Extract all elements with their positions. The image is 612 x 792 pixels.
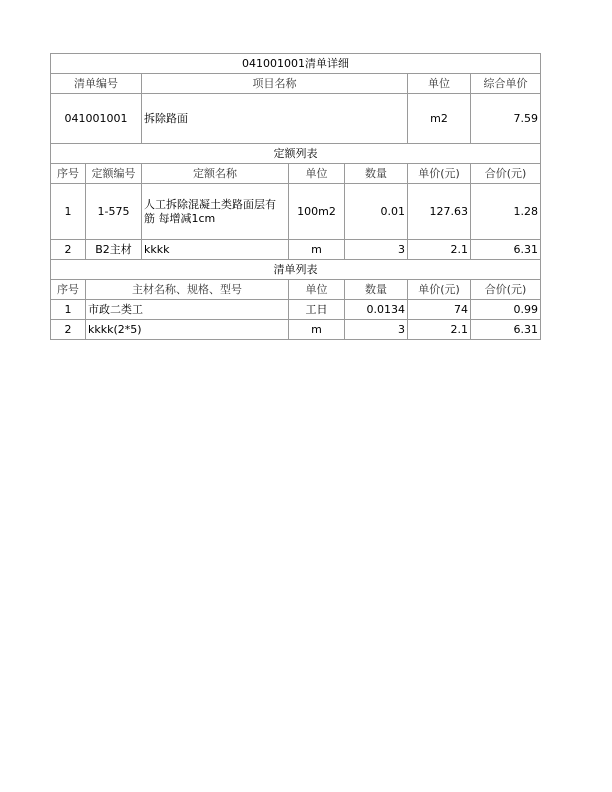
material-section-title-row [51,260,541,280]
quota-section-title-row [51,144,541,164]
material-row-price: 74 [408,300,471,320]
quota-header-total: 合价(元) [471,164,541,184]
quota-row-qty: 0.01 [345,184,408,240]
quota-header-unit: 单位 [289,164,345,184]
quota-row-total: 6.31 [471,240,541,260]
quota-header-no: 序号 [51,164,86,184]
bill-unit: m2 [408,94,471,144]
material-row-qty: 3 [345,320,408,340]
quota-header-qty: 数量 [345,164,408,184]
material-row-name: kkkk(2*5) [86,320,289,340]
quota-row-code: B2主材 [86,240,142,260]
material-section-title: 清单列表 [51,260,541,280]
quota-section-title: 定额列表 [51,144,541,164]
material-row-no: 2 [51,320,86,340]
material-row-total: 0.99 [471,300,541,320]
material-row-total: 6.31 [471,320,541,340]
table-row [51,240,541,260]
quota-header-price: 单价(元) [408,164,471,184]
bill-header-row [51,74,541,94]
material-header-name: 主材名称、规格、型号 [86,280,289,300]
quota-row-qty: 3 [345,240,408,260]
material-header-no: 序号 [51,280,86,300]
quota-header-code: 定额编号 [86,164,142,184]
material-row-no: 1 [51,300,86,320]
material-row-price: 2.1 [408,320,471,340]
quota-row-code: 1-575 [86,184,142,240]
title-row [51,54,541,74]
material-row-name: 市政二类工 [86,300,289,320]
bill-detail-table [50,53,541,340]
quota-header-name: 定额名称 [142,164,289,184]
quota-row-unit: m [289,240,345,260]
table-row [51,300,541,320]
quota-header-row [51,164,541,184]
bill-name: 拆除路面 [142,94,408,144]
material-header-price: 单价(元) [408,280,471,300]
bill-code-header: 清单编号 [51,74,142,94]
material-header-row [51,280,541,300]
material-header-unit: 单位 [289,280,345,300]
table-row [51,320,541,340]
sheet-title: 041001001清单详细 [51,54,541,74]
quota-row-total: 1.28 [471,184,541,240]
quota-row-unit: 100m2 [289,184,345,240]
bill-unit-header: 单位 [408,74,471,94]
bill-name-header: 项目名称 [142,74,408,94]
quota-row-name: 人工拆除混凝土类路面层有筋 每增减1cm [142,184,289,240]
quota-row-name: kkkk [142,240,289,260]
quota-row-no: 1 [51,184,86,240]
quota-row-price: 2.1 [408,240,471,260]
table-row [51,184,541,240]
quota-row-no: 2 [51,240,86,260]
material-row-qty: 0.0134 [345,300,408,320]
material-header-qty: 数量 [345,280,408,300]
material-row-unit: 工日 [289,300,345,320]
bill-row [51,94,541,144]
material-header-total: 合价(元) [471,280,541,300]
bill-unit-price: 7.59 [471,94,541,144]
bill-code: 041001001 [51,94,142,144]
material-row-unit: m [289,320,345,340]
bill-unit-price-header: 综合单价 [471,74,541,94]
quota-row-price: 127.63 [408,184,471,240]
